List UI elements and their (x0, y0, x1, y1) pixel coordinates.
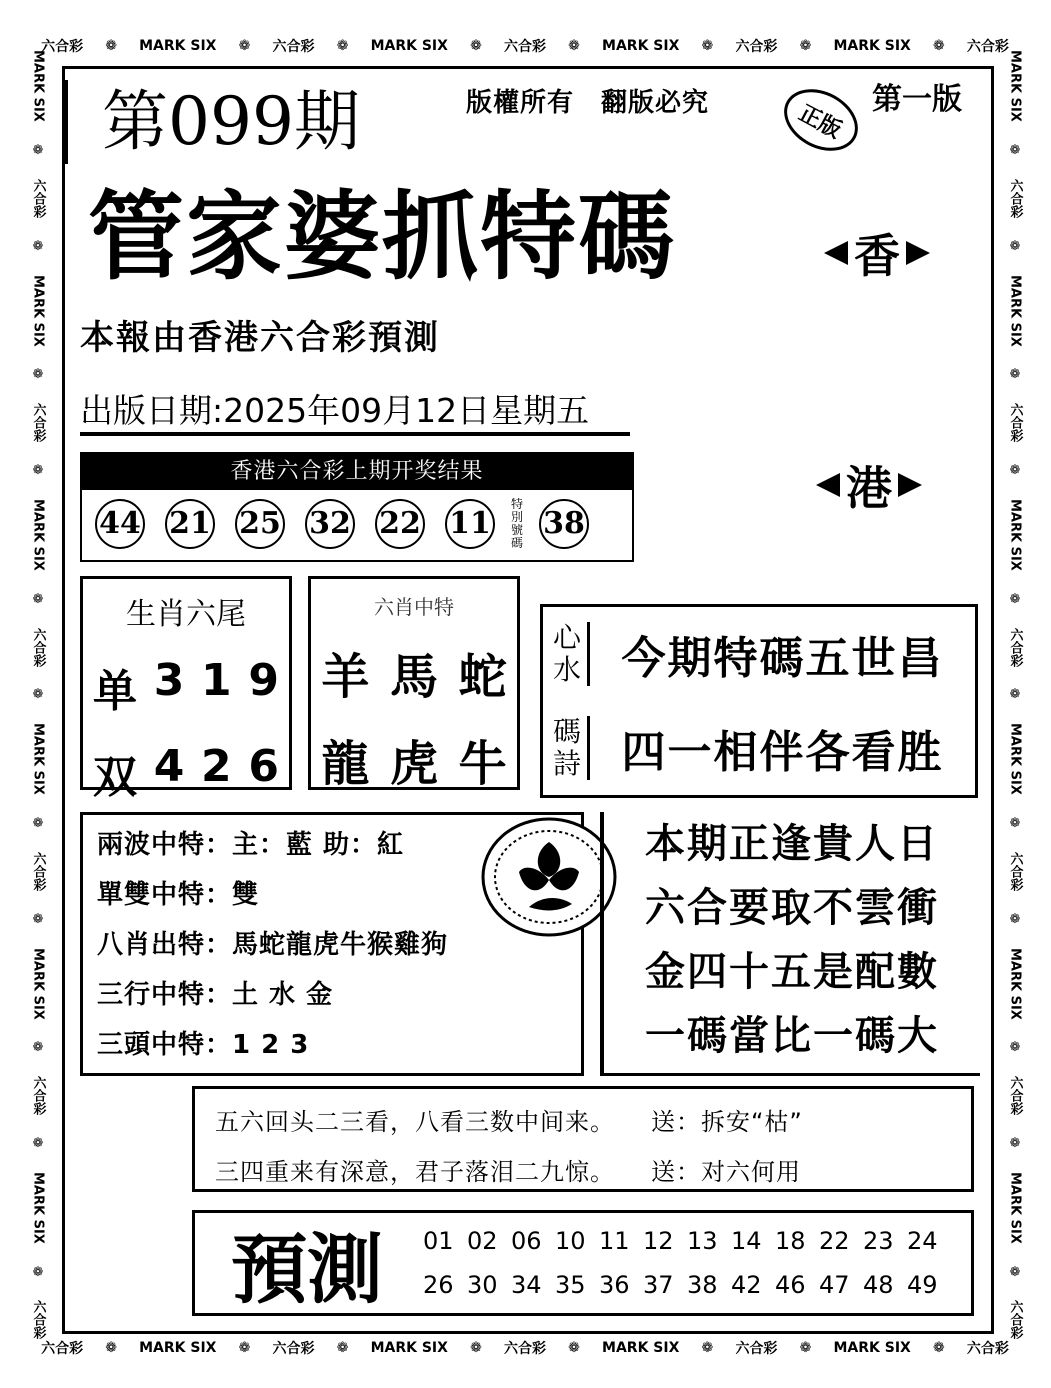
flower-icon: ❁ (30, 815, 46, 831)
border-text: 六合彩 (41, 39, 84, 55)
border-text: 六合彩 (1007, 627, 1023, 667)
border-text: 六合彩 (1007, 178, 1023, 218)
prediction-number: 47 (819, 1271, 850, 1299)
info-line: 八肖出特：馬蛇龍虎牛猴雞狗 (97, 930, 449, 960)
border-text: 六合彩 (1007, 1300, 1023, 1340)
prediction-number: 34 (511, 1271, 542, 1299)
poem-line: 今期特碼五世昌 (621, 633, 944, 684)
special-ball: 38 (532, 500, 596, 548)
prediction-number: 22 (819, 1227, 850, 1255)
prediction-number: 23 (863, 1227, 894, 1255)
verse-line: 金四十五是配數 (645, 949, 939, 995)
flower-icon: ❁ (1007, 143, 1023, 159)
flower-icon: ❁ (1007, 911, 1023, 927)
prediction-number: 12 (643, 1227, 674, 1255)
flower-icon: ❁ (30, 911, 46, 927)
prediction-number: 42 (731, 1271, 762, 1299)
flower-icon: ❁ (933, 38, 945, 54)
prediction-label: 預測 (231, 1224, 383, 1314)
result-ball: 22 (368, 500, 432, 548)
border-text: 六合彩 (30, 851, 46, 891)
flower-icon: ❁ (238, 1340, 251, 1356)
result-ball: 25 (228, 500, 292, 548)
border-text: 六合彩 (503, 1341, 546, 1357)
prediction-number: 49 (907, 1271, 938, 1299)
border-top (30, 34, 1020, 58)
border-text: 六合彩 (272, 1341, 315, 1357)
flower-icon: ❁ (1007, 238, 1023, 254)
prediction-number: 36 (599, 1271, 630, 1299)
flower-icon: ❁ (1007, 463, 1023, 479)
zodiac-row-2: 龍 虎 牛 (321, 736, 507, 792)
flower-icon: ❁ (105, 1340, 117, 1356)
ball-row (82, 490, 632, 558)
prediction-number: 24 (907, 1227, 938, 1255)
border-bottom (30, 1336, 1020, 1360)
prediction-number: 02 (467, 1227, 498, 1255)
prediction-number: 01 (423, 1227, 454, 1255)
border-text: 六合彩 (735, 39, 778, 55)
flower-icon: ❁ (799, 38, 812, 54)
poem-line: 四一相伴各看胜 (621, 727, 944, 778)
border-text: 六合彩 (30, 178, 46, 218)
border-text: 六合彩 (30, 1300, 46, 1340)
prediction-number: 06 (511, 1227, 542, 1255)
publish-date: 出版日期:2025年09月12日星期五 (80, 390, 630, 436)
border-right (1003, 40, 1027, 1350)
decor-xiang (812, 208, 942, 298)
border-text: MARK SIX (1007, 274, 1023, 347)
flower-icon: ❁ (568, 1340, 580, 1356)
border-text: MARK SIX (30, 50, 46, 123)
results-heading: 香港六合彩上期开奖结果 (82, 454, 632, 490)
flower-icon: ❁ (30, 238, 46, 254)
flower-icon: ❁ (336, 38, 349, 54)
border-text: MARK SIX (1007, 723, 1023, 796)
flower-icon: ❁ (30, 1135, 46, 1151)
leaf-icon (898, 473, 922, 497)
border-text: 六合彩 (41, 1341, 84, 1357)
prediction-number: 37 (643, 1271, 674, 1299)
last-draw-results (80, 452, 634, 562)
prediction-numbers (423, 1219, 951, 1307)
border-text: MARK SIX (602, 38, 680, 54)
rhyme-line-1: 五六回头二三看，八看三数中间来。 送：拆安“枯” (215, 1108, 803, 1136)
flower-icon: ❁ (470, 38, 482, 54)
border-text: MARK SIX (30, 274, 46, 347)
border-text: 六合彩 (30, 627, 46, 667)
border-text: MARK SIX (370, 38, 448, 54)
prediction-number: 10 (555, 1227, 586, 1255)
result-ball: 44 (88, 500, 152, 548)
flower-icon: ❁ (1007, 687, 1023, 703)
prediction-number: 38 (687, 1271, 718, 1299)
rhyme-line-2: 三四重来有深意，君子落泪二九惊。 送：对六何用 (215, 1158, 801, 1186)
border-text: 六合彩 (272, 39, 315, 55)
verse-box (600, 812, 980, 1076)
flower-icon: ❁ (1007, 815, 1023, 831)
info-line: 單雙中特：雙 (97, 880, 260, 910)
flower-icon: ❁ (1007, 367, 1023, 383)
decor-gang (804, 440, 934, 530)
flower-icon: ❁ (30, 687, 46, 703)
flower-icon: ❁ (1007, 1135, 1023, 1151)
leaf-icon (906, 241, 930, 265)
flower-icon: ❁ (470, 1340, 482, 1356)
flower-icon: ❁ (799, 1340, 812, 1356)
border-text: MARK SIX (1007, 1171, 1023, 1244)
poem-label: 碼詩 (547, 716, 590, 780)
flower-icon: ❁ (30, 143, 46, 159)
rhyme-gift: 送：对六何用 (651, 1158, 801, 1186)
decor-char: 香 (854, 229, 900, 283)
edition-label: 第一版 (872, 82, 962, 117)
flower-icon: ❁ (701, 1340, 714, 1356)
flower-icon: ❁ (30, 591, 46, 607)
result-ball: 21 (158, 500, 222, 548)
border-text: MARK SIX (602, 1340, 680, 1356)
border-text: 六合彩 (1007, 851, 1023, 891)
flower-icon: ❁ (238, 38, 251, 54)
prediction-number: 11 (599, 1227, 630, 1255)
border-left (26, 40, 50, 1350)
prediction-number: 13 (687, 1227, 718, 1255)
leaf-icon (824, 241, 848, 265)
flower-icon: ❁ (1007, 591, 1023, 607)
special-number-label: 特別號碼 (510, 497, 523, 550)
prediction-number: 48 (863, 1271, 894, 1299)
border-text: 六合彩 (30, 1076, 46, 1116)
leaf-icon (816, 473, 840, 497)
flower-icon: ❁ (30, 1264, 46, 1280)
verse-line: 一碼當比一碼大 (645, 1013, 939, 1059)
flower-icon: ❁ (933, 1340, 945, 1356)
verse-line: 本期正逢貴人日 (645, 821, 939, 867)
poem-label: 心水 (547, 622, 590, 686)
verse-line: 六合要取不雲衝 (645, 885, 939, 931)
border-text: MARK SIX (30, 947, 46, 1020)
border-text: 六合彩 (966, 1341, 1009, 1357)
result-ball: 11 (438, 500, 502, 548)
tail-single-row: 单 3 1 9 (93, 655, 279, 717)
border-text: MARK SIX (1007, 50, 1023, 123)
prediction-number: 35 (555, 1271, 586, 1299)
info-line: 三頭中特：1 2 3 (97, 1030, 310, 1060)
border-text: MARK SIX (30, 723, 46, 796)
code-poem-box (540, 604, 978, 798)
flower-icon: ❁ (30, 1040, 46, 1056)
flower-icon: ❁ (105, 38, 117, 54)
stamp-text: 正版 (794, 99, 846, 144)
border-text: 六合彩 (30, 403, 46, 443)
flower-icon: ❁ (568, 38, 580, 54)
page-title: 管家婆抓特碼 (88, 180, 676, 293)
prediction-row-1 (423, 1219, 951, 1263)
decor-char: 港 (846, 461, 892, 515)
prediction-number: 30 (467, 1271, 498, 1299)
flower-icon: ❁ (1007, 1264, 1023, 1280)
rhyme-box (192, 1086, 974, 1192)
border-text: MARK SIX (139, 38, 217, 54)
six-zodiac-box (308, 576, 520, 790)
flower-icon: ❁ (336, 1340, 349, 1356)
tail-double-row: 双 4 2 6 (93, 741, 279, 803)
border-text: 六合彩 (966, 39, 1009, 55)
flower-icon: ❁ (1007, 1040, 1023, 1056)
zodiac-heading: 六肖中特 (374, 595, 454, 619)
border-text: MARK SIX (1007, 498, 1023, 571)
border-text: MARK SIX (833, 38, 911, 54)
rhyme-gift: 送：拆安“枯” (651, 1108, 803, 1136)
border-text: MARK SIX (370, 1340, 448, 1356)
border-text: 六合彩 (1007, 1076, 1023, 1116)
poem-row-2 (543, 701, 975, 795)
border-text: MARK SIX (139, 1340, 217, 1356)
prediction-number: 26 (423, 1271, 454, 1299)
flower-icon: ❁ (701, 38, 714, 54)
flower-icon: ❁ (30, 463, 46, 479)
border-text: MARK SIX (833, 1340, 911, 1356)
prediction-number: 18 (775, 1227, 806, 1255)
border-text: MARK SIX (1007, 947, 1023, 1020)
info-line: 三行中特：土 水 金 (97, 980, 334, 1010)
result-ball: 32 (298, 500, 362, 548)
prediction-number: 46 (775, 1271, 806, 1299)
flower-icon: ❁ (30, 367, 46, 383)
poem-row-1 (543, 607, 975, 701)
prediction-row-2 (423, 1263, 951, 1307)
copyright-notice: 版權所有 翻版必究 (466, 88, 710, 118)
border-text: MARK SIX (30, 1171, 46, 1244)
prediction-box (192, 1210, 974, 1316)
info-line: 兩波中特：主：藍 助：紅 (97, 830, 405, 860)
tail-heading: 生肖六尾 (126, 597, 246, 632)
border-text: MARK SIX (30, 498, 46, 571)
border-text: 六合彩 (503, 39, 546, 55)
zodiac-tail-box (80, 576, 292, 803)
prediction-number: 14 (731, 1227, 762, 1255)
border-text: 六合彩 (735, 1341, 778, 1357)
page-subtitle: 本報由香港六合彩預測 (80, 318, 440, 358)
border-text: 六合彩 (1007, 403, 1023, 443)
zodiac-row-1: 羊 馬 蛇 (321, 649, 507, 705)
issue-number: 第099期 (64, 80, 374, 164)
